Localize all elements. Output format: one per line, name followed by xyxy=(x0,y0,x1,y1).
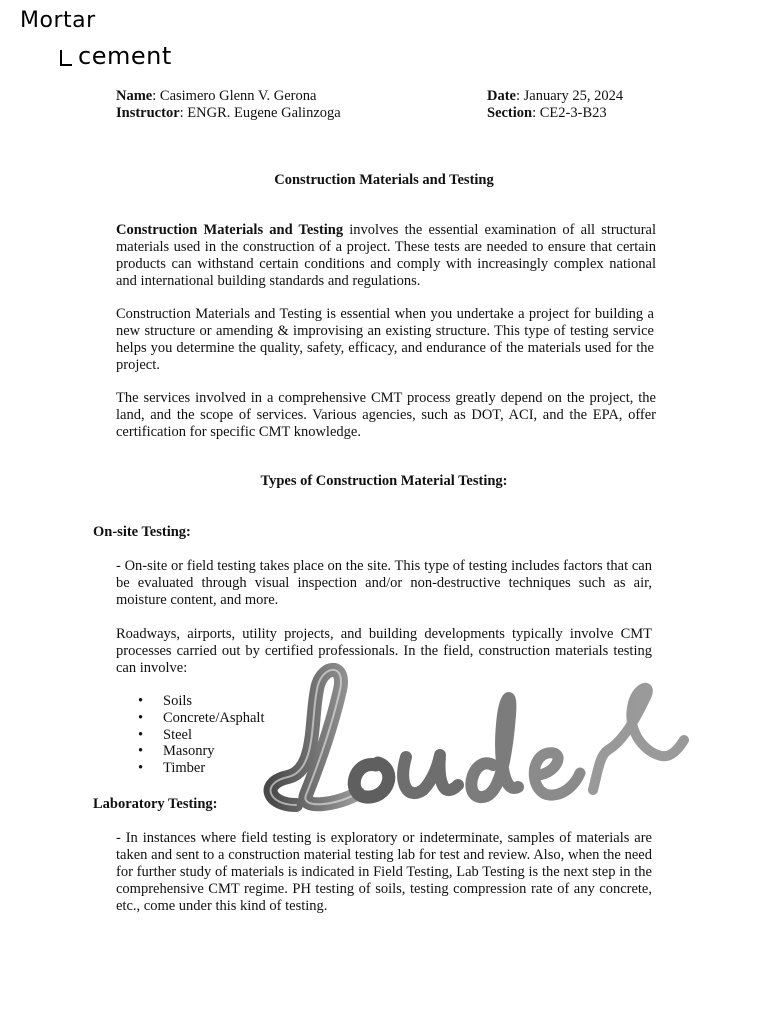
paragraph-importance: Construction Materials and Testing is essential when you undertake a project for building a new structure or amending & improvising an existing structure. This type of testing service helps you determine the quality, safety, efficacy, and endurance of the materials used for the project. xyxy=(116,306,654,373)
list-item: • Soils xyxy=(116,693,264,710)
intro-paragraph xyxy=(116,222,656,290)
onsite-paragraph-1: - On-site or field testing takes place on the site. This type of testing includes factors that can be evaluated through visual inspection and/or non-destructive techniques such as air, moisture content, and more. xyxy=(116,558,652,608)
instructor-label: Instructor xyxy=(116,105,180,121)
list-item: • Concrete/Asphalt xyxy=(116,710,264,727)
list-item: • Steel xyxy=(116,727,264,744)
name-value: : Casimero Glenn V. Gerona xyxy=(152,88,317,104)
arrow-hook-icon xyxy=(60,50,72,66)
section-value: : CE2-3-B23 xyxy=(532,105,607,121)
intro-lead: Construction Materials and Testing xyxy=(116,222,344,238)
handwritten-note-cement xyxy=(60,42,172,70)
handwritten-note-mortar: Mortar xyxy=(20,8,96,33)
laboratory-paragraph: - In instances where field testing is exploratory or indeterminate, samples of materials are taken and sent to a construction material testing lab for test and review. Also, when the need for further study of materials is indicated in Field Testing, Lab Testing is the next step in the comprehensive CMT regime. PH testing of soils, testing compression rate of any concrete, etc., come under this kind of testing. xyxy=(116,830,652,914)
intro-rest: involves the essential examination of all structural materials used in the construction of a project. These tests are needed to ensure that certain products can withstand certain conditions and comply with increasingly complex national and international building standards and regulations. xyxy=(116,222,656,289)
onsite-heading: On-site Testing: xyxy=(93,524,191,540)
section-title-types: Types of Construction Material Testing: xyxy=(260,473,508,489)
list-item: • Timber xyxy=(116,760,264,777)
instructor-line xyxy=(116,105,341,122)
section-line xyxy=(487,105,607,122)
name-label: Name xyxy=(116,88,153,104)
instructor-value: : ENGR. Eugene Galinzoga xyxy=(179,105,341,121)
list-item: • Masonry xyxy=(116,743,264,760)
name-line xyxy=(116,88,316,105)
date-line xyxy=(487,88,623,105)
materials-list xyxy=(116,693,264,777)
handwritten-note-cement-text: cement xyxy=(78,42,172,70)
section-label: Section xyxy=(487,105,533,121)
onsite-paragraph-2: Roadways, airports, utility projects, and building developments typically involve CMT processes carried out by certified professionals. In the field, construction materials testing can involve: xyxy=(116,626,652,676)
paragraph-services: The services involved in a comprehensive CMT process greatly depend on the project, the land, and the scope of services. Various agencies, such as DOT, ACI, and the EPA, offer certification for specific CMT knowledge. xyxy=(116,390,656,440)
laboratory-heading: Laboratory Testing: xyxy=(93,796,218,812)
louder-ribbon-lettering xyxy=(248,655,698,830)
date-value: : January 25, 2024 xyxy=(516,88,624,104)
document-title: Construction Materials and Testing xyxy=(274,172,494,188)
date-label: Date xyxy=(487,88,516,104)
